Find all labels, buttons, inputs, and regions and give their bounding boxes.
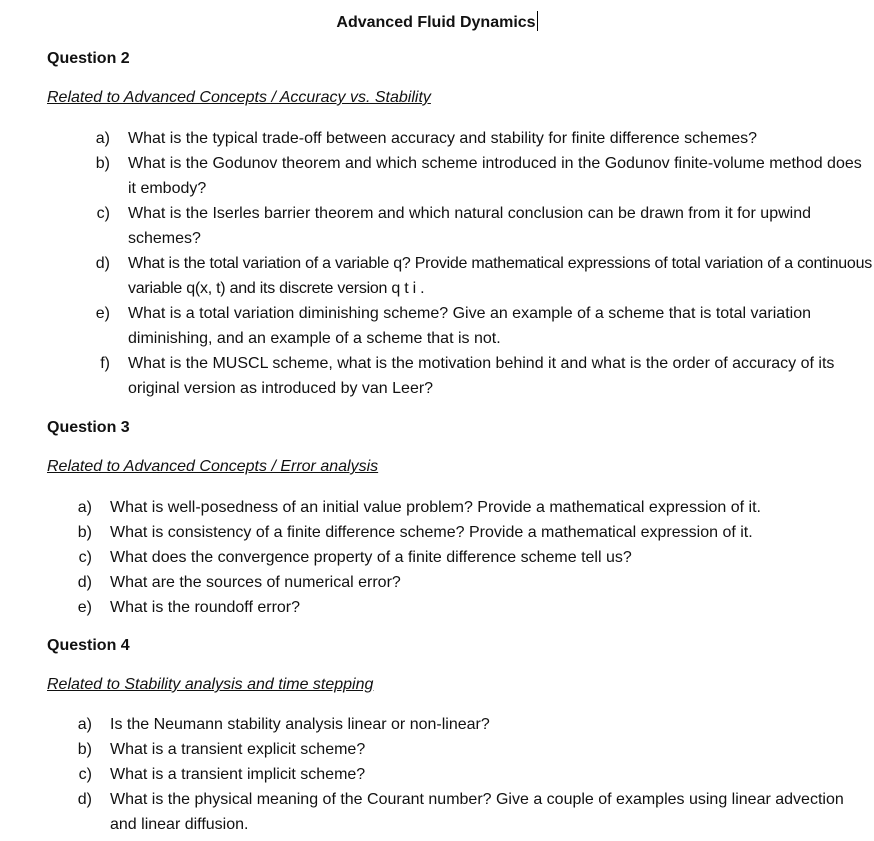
item-text: What is the roundoff error? bbox=[110, 599, 301, 616]
item-text: What is consistency of a finite difference scheme? Provide a mathematical expression of it. bbox=[110, 524, 753, 541]
item-marker: e) bbox=[95, 305, 110, 322]
item-marker: d) bbox=[77, 574, 92, 591]
question-2-heading: Question 2 bbox=[47, 50, 130, 67]
question-3-heading: Question 3 bbox=[47, 419, 130, 436]
list-item bbox=[82, 126, 872, 151]
list-item bbox=[64, 712, 854, 737]
item-text: What is the physical meaning of the Courant number? Give a couple of examples using linear advection and linear diffusion. bbox=[110, 791, 844, 833]
item-text: Is the Neumann stability analysis linear or non-linear? bbox=[110, 716, 490, 733]
list-item bbox=[64, 520, 854, 545]
question-3-list bbox=[64, 495, 854, 620]
item-text: What are the sources of numerical error? bbox=[110, 574, 401, 591]
item-marker: a) bbox=[77, 716, 92, 733]
question-2-list bbox=[82, 126, 872, 401]
item-marker: a) bbox=[95, 130, 110, 147]
item-marker: d) bbox=[95, 255, 110, 272]
item-text: What is a transient implicit scheme? bbox=[110, 766, 366, 783]
item-text: What is the Godunov theorem and which scheme introduced in the Godunov finite-volume method does it embody? bbox=[128, 155, 862, 197]
document-title bbox=[0, 11, 874, 32]
list-item bbox=[64, 495, 854, 520]
question-2-subtitle: Related to Advanced Concepts / Accuracy vs. Stability bbox=[47, 89, 431, 106]
item-text: What is well-posedness of an initial value problem? Provide a mathematical expression of it. bbox=[110, 499, 761, 516]
list-item bbox=[82, 251, 872, 301]
list-item bbox=[82, 301, 872, 351]
list-item bbox=[82, 151, 872, 201]
list-item bbox=[64, 737, 854, 762]
item-text: What is the MUSCL scheme, what is the motivation behind it and what is the order of accuracy of its original version as introduced by van Leer? bbox=[128, 355, 835, 397]
text-cursor bbox=[537, 11, 538, 31]
item-text: What is a transient explicit scheme? bbox=[110, 741, 366, 758]
item-marker: d) bbox=[77, 791, 92, 808]
item-marker: e) bbox=[77, 599, 92, 616]
list-item bbox=[64, 570, 854, 595]
item-marker: f) bbox=[100, 355, 110, 372]
list-item bbox=[64, 545, 854, 570]
item-text: What does the convergence property of a finite difference scheme tell us? bbox=[110, 549, 632, 566]
item-marker: c) bbox=[78, 549, 92, 566]
item-marker: c) bbox=[96, 205, 110, 222]
item-marker: c) bbox=[78, 766, 92, 783]
list-item bbox=[64, 787, 854, 837]
list-item bbox=[64, 595, 854, 620]
list-item bbox=[64, 762, 854, 787]
question-3-subtitle: Related to Advanced Concepts / Error analysis bbox=[47, 458, 379, 475]
item-marker: a) bbox=[77, 499, 92, 516]
list-item bbox=[82, 351, 872, 401]
item-marker: b) bbox=[77, 741, 92, 758]
item-text: What is the total variation of a variable q? Provide mathematical expressions of total variation of a continuous variable q(x, t) and its discrete version q t i . bbox=[128, 255, 872, 297]
question-4-subtitle: Related to Stability analysis and time stepping bbox=[47, 676, 374, 693]
item-text: What is the Iserles barrier theorem and which natural conclusion can be drawn from it for upwind schemes? bbox=[128, 205, 811, 247]
question-4-list bbox=[64, 712, 854, 837]
item-marker: b) bbox=[77, 524, 92, 541]
item-marker: b) bbox=[95, 155, 110, 172]
item-text: What is a total variation diminishing scheme? Give an example of a scheme that is total variation diminishing, and an example of a scheme that is not. bbox=[128, 305, 811, 347]
document-title-text: Advanced Fluid Dynamics bbox=[336, 14, 536, 31]
question-4-heading: Question 4 bbox=[47, 637, 130, 654]
item-text: What is the typical trade-off between accuracy and stability for finite difference schemes? bbox=[128, 130, 758, 147]
list-item bbox=[82, 201, 872, 251]
